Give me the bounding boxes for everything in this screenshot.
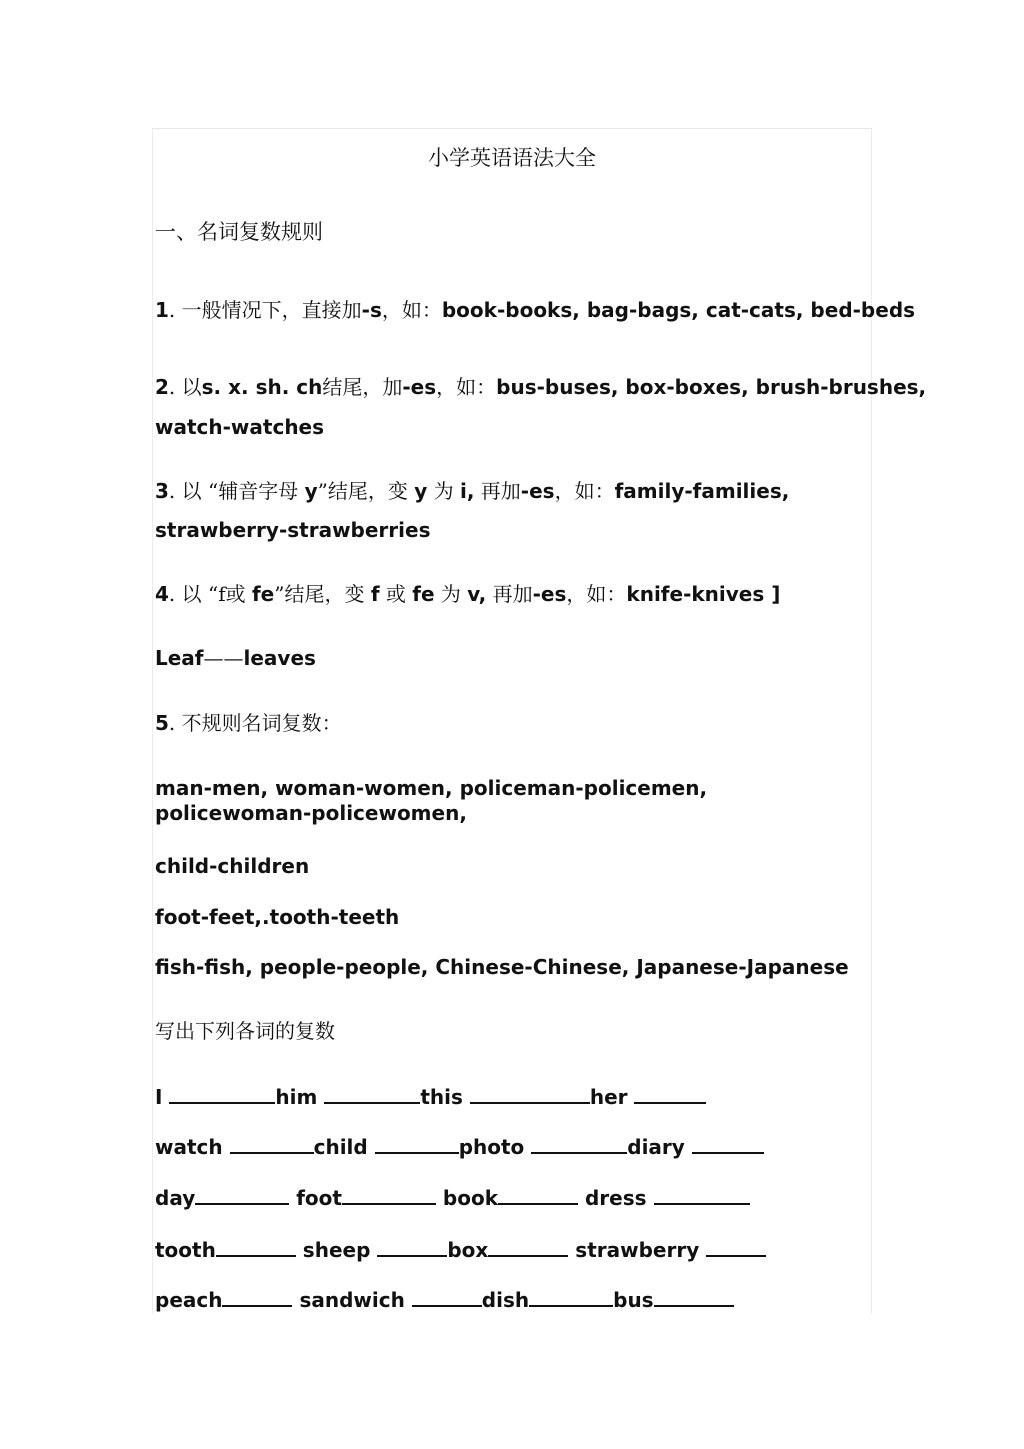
rule-5 [155, 710, 342, 736]
exercise-word: watch [155, 1135, 230, 1159]
rule-text: ，如： [381, 298, 442, 322]
rule-letter: y [304, 479, 318, 503]
exercise-row [155, 1237, 766, 1263]
rule-letter: fe [412, 582, 435, 606]
answer-blank[interactable] [412, 1287, 482, 1307]
rule-3-examples-cont: strawberry-strawberries [155, 518, 431, 542]
exercise-word: diary [627, 1135, 692, 1159]
rule-text: 为 [427, 479, 460, 503]
answer-blank[interactable] [169, 1084, 275, 1104]
answer-blank[interactable] [375, 1134, 459, 1154]
rule-text: . 不规则名词复数： [168, 711, 342, 735]
exercise-row [155, 1084, 706, 1110]
rule-text: 结尾，加 [322, 375, 403, 399]
answer-blank[interactable] [498, 1185, 578, 1205]
exercise-word: foot [289, 1186, 342, 1210]
rule-letter: y [414, 479, 428, 503]
answer-blank[interactable] [488, 1237, 568, 1257]
irregular-line: fish-fish, people-people, Chinese-Chinese, Japanese-Japanese [155, 955, 849, 979]
rule-1 [155, 297, 915, 323]
rule-number: 2 [155, 375, 169, 399]
exercise-word: her [589, 1085, 635, 1109]
answer-blank[interactable] [470, 1084, 590, 1104]
irregular-line: foot-feet,.tooth-teeth [155, 905, 400, 929]
rule-text: . 以 “辅音字母 [168, 479, 305, 503]
answer-blank[interactable] [654, 1185, 750, 1205]
answer-blank[interactable] [692, 1134, 764, 1154]
rule-suffix: -s [361, 298, 382, 322]
rule-letter: i, [459, 479, 475, 503]
exercise-row [155, 1185, 750, 1211]
rule-4 [155, 581, 780, 607]
leaves-word: leaves [243, 646, 316, 670]
rule-number: 3 [155, 479, 169, 503]
exercise-word: strawberry [568, 1238, 707, 1262]
rule-number: 1 [155, 298, 169, 322]
answer-blank[interactable] [324, 1084, 420, 1104]
rule-text: 为 [434, 582, 468, 606]
rule-text: ”结尾，变 [317, 479, 415, 503]
answer-blank[interactable] [216, 1237, 296, 1257]
irregular-line: child-children [155, 854, 310, 878]
exercise-word: peach [155, 1288, 223, 1312]
dash: —— [203, 646, 244, 670]
irregular-line: policewoman-policewomen, [155, 801, 467, 825]
rule-suffix: -es [520, 479, 555, 503]
exercise-word: dish [481, 1288, 530, 1312]
rule-text: ”结尾，变 [274, 582, 371, 606]
rule-examples: family-families, [614, 479, 790, 503]
exercise-word: day [155, 1186, 196, 1210]
leaf-word: Leaf [155, 646, 204, 670]
rule-4-leaf-example [155, 645, 316, 671]
rule-3 [155, 478, 789, 504]
section-heading: 一、名词复数规则 [155, 220, 323, 244]
answer-blank[interactable] [342, 1185, 436, 1205]
rule-examples: knife-knives ] [626, 582, 781, 606]
exercise-title: 写出下列各词的复数 [155, 1019, 335, 1043]
rule-suffix: -es [532, 582, 567, 606]
exercise-word: box [447, 1238, 489, 1262]
answer-blank[interactable] [529, 1287, 613, 1307]
exercise-word: tooth [155, 1238, 216, 1262]
rule-suffix: -es [402, 375, 437, 399]
exercise-word: sheep [295, 1238, 378, 1262]
rule-letter: f [370, 582, 380, 606]
rule-text: . 以 “f或 [168, 582, 252, 606]
irregular-line: man-men, woman-women, policeman-policemen, [155, 776, 708, 800]
exercise-word: photo [458, 1135, 532, 1159]
rule-text: 再加 [486, 582, 533, 606]
answer-blank[interactable] [706, 1237, 766, 1257]
exercise-word: bus [613, 1288, 654, 1312]
answer-blank[interactable] [230, 1134, 314, 1154]
rule-2-examples-cont: watch-watches [155, 415, 325, 439]
answer-blank[interactable] [531, 1134, 627, 1154]
rule-letters: s. x. sh. ch [201, 375, 323, 399]
rule-letter: fe [251, 582, 275, 606]
exercise-row [155, 1287, 734, 1313]
rule-text: ，如： [566, 582, 627, 606]
rule-2 [155, 374, 926, 400]
answer-blank[interactable] [377, 1237, 447, 1257]
rule-examples: bus-buses, box-boxes, brush-brushes, [496, 375, 927, 399]
rule-number: 5 [155, 711, 169, 735]
answer-blank[interactable] [222, 1287, 292, 1307]
exercise-word: him [275, 1085, 325, 1109]
exercise-row [155, 1134, 764, 1160]
answer-blank[interactable] [634, 1084, 706, 1104]
exercise-word: child [313, 1135, 375, 1159]
answer-blank[interactable] [195, 1185, 289, 1205]
rule-text: 或 [379, 582, 413, 606]
exercise-word: book [435, 1186, 499, 1210]
exercise-word: dress [578, 1186, 654, 1210]
answer-blank[interactable] [654, 1287, 734, 1307]
rule-text: . 一般情况下，直接加 [168, 298, 362, 322]
exercise-word: this [420, 1085, 470, 1109]
rule-text: 再加 [474, 479, 521, 503]
rule-text: ，如： [554, 479, 615, 503]
rule-number: 4 [155, 582, 169, 606]
rule-examples: book-books, bag-bags, cat-cats, bed-beds [441, 298, 916, 322]
rule-text: . 以 [168, 375, 202, 399]
rule-letter: v, [467, 582, 487, 606]
exercise-word: I [155, 1085, 170, 1109]
document-title: 小学英语语法大全 [428, 146, 596, 170]
exercise-word: sandwich [292, 1288, 412, 1312]
rule-text: ，如： [436, 375, 497, 399]
